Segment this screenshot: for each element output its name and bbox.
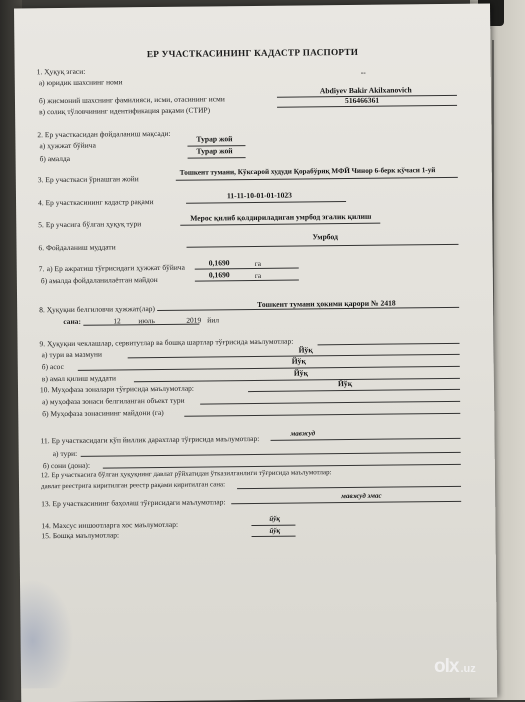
- watermark-tld: .uz: [460, 663, 476, 675]
- section-8-year: 2019: [186, 315, 202, 325]
- section-7b-line: [195, 280, 299, 282]
- section-7a-label: а) Ер ажратиш тўғрисидаги ҳужжат бўйича: [46, 262, 186, 274]
- section-14-value: йўқ: [269, 514, 280, 523]
- section-1a-label: а) юридик шахснинг номи: [38, 77, 123, 88]
- section-9c-label: в) амал қилиш муддати: [41, 373, 117, 384]
- section-10a-line: [200, 401, 460, 405]
- section-15-value: йўқ: [269, 526, 281, 535]
- section-5-value: Мерос қилиб қолдириладиган умрбод эгалик қилиш: [190, 211, 372, 223]
- section-8-value: Тошкент тумани ҳокими қарори № 2418: [257, 298, 396, 309]
- section-8-label: 8. Ҳуқуқни белгиловчи ҳужжат(лар): [39, 304, 156, 315]
- section-2-label: 2. Ер участкасидан фойдаланиш мақсади:: [37, 128, 171, 140]
- section-3-line: [176, 177, 458, 181]
- section-14-label: 14. Махсус иншоотларга хос маълумотлар:: [41, 519, 179, 531]
- section-11b-label: б) сони (дона):: [42, 460, 91, 471]
- section-1c-line: [277, 105, 457, 108]
- section-13-value: мавжуд эмас: [341, 491, 382, 501]
- section-8-line: [157, 307, 459, 311]
- section-1c-value: 516466361: [344, 95, 380, 106]
- section-6-label: 6. Фойдаланиш муддати: [38, 242, 116, 253]
- section-15-label: 15. Бошқа маълумотлар:: [41, 530, 120, 541]
- section-9b-label: б) асос: [41, 361, 64, 372]
- section-6-value: Умрбод: [312, 232, 338, 242]
- section-10-label: 10. Муҳофаза зоналари тўғрисида маълумотлар:: [39, 383, 195, 395]
- section-7-label: 7.: [38, 264, 45, 274]
- section-11a-label: а) тури:: [52, 448, 78, 459]
- section-8-date-label: сана:: [63, 316, 82, 326]
- watermark-brand: olx: [434, 656, 459, 677]
- section-9-label: 9. Ҳуқуқни чеклашлар, сервитутлар ва бошқа шартлар тўғрисида маълумотлар:: [39, 336, 294, 349]
- section-10-line: [248, 389, 460, 392]
- section-4-value: 11-11-10-01-01-1023: [226, 190, 292, 201]
- section-2a-value: Турар жой: [196, 134, 233, 144]
- section-3-label: 3. Ер участкаси ўрнашган жойи: [37, 174, 139, 185]
- section-12-label: 12. Ер участкасига бўлган ҳуқуқнинг давлат рўйхатидан ўтказилганлиги тўғрисида маълумотлар:: [40, 469, 332, 480]
- section-9a-value: Йўқ: [298, 345, 313, 355]
- section-13-label: 13. Ер участкасининг баҳолаш тўғрисидаги маълумотлар:: [41, 497, 226, 509]
- section-7a-unit: га: [254, 258, 262, 268]
- section-4-label: 4. Ер участкасининг кадастр рақами: [38, 197, 154, 208]
- section-11-value: мавжуд: [290, 429, 316, 438]
- ink-stain: [20, 568, 81, 689]
- section-12b-label: давлат реестрига киритилган реестр рақами киритилган сана:: [40, 481, 226, 491]
- section-11-label: 11. Ер участкасидаги кўп йиллик дарахтлар тўғрисида маълумотлар:: [40, 433, 260, 446]
- section-11b-line: [103, 464, 461, 469]
- section-9c-line: [134, 378, 460, 382]
- section-8-year-label: йил: [207, 315, 220, 325]
- section-7b-label: б) амалда фойдаланилаётган майдон: [40, 275, 158, 286]
- section-1b-value: Abdiyev Bakir Akilxanovich: [319, 85, 412, 96]
- section-11-line: [271, 438, 461, 441]
- section-10-value: Йўқ: [337, 378, 353, 389]
- section-11a-line: [81, 452, 461, 457]
- section-9a-label: а) тури ва мазмуни: [41, 349, 103, 360]
- section-1a-value: --: [360, 67, 366, 77]
- document-title: ЕР УЧАСТКАСИНИНГ КАДАСТР ПАСПОРТИ: [146, 47, 359, 61]
- section-10a-label: а) муҳофаза зонаси белгиланган объект тури: [42, 395, 185, 407]
- section-7a-value: 0,1690: [208, 258, 230, 268]
- section-2a-label: а) ҳужжат бўйича: [39, 140, 96, 151]
- section-9c-value: Йўқ: [293, 368, 308, 378]
- section-3-value: Тошкент тумани, Кўксарой худуди Қорабўриқ МФЙ Чинор 6-берк кўчаси 1-уй: [179, 166, 436, 177]
- olx-watermark: [434, 656, 476, 678]
- section-8-month: июль: [138, 316, 155, 326]
- section-5-label: 5. Ер учасига бўлган ҳуқуқ тури: [38, 219, 142, 230]
- section-9b-line: [78, 366, 460, 371]
- section-8-date-line: [83, 324, 199, 326]
- section-12-line: [237, 486, 461, 489]
- section-1b-label: б) жисмоний шахснинг фамилияси, исми, отасининг исми: [38, 94, 225, 106]
- section-13-line: [231, 501, 461, 504]
- section-8-day: 12: [113, 316, 121, 326]
- section-7b-unit: га: [254, 270, 262, 280]
- section-2b-value: Турар жой: [196, 146, 233, 156]
- section-15-line: [252, 536, 296, 537]
- section-2b-label: б) амалда: [39, 153, 71, 164]
- section-4-line: [186, 201, 346, 204]
- section-6-line: [187, 244, 459, 248]
- section-1c-label: в) солиқ тўловчининг идентификация рақами (СТИР): [39, 105, 211, 117]
- section-7a-line: [195, 268, 299, 270]
- section-1-label: 1. Ҳуқуқ эгаси:: [36, 66, 86, 77]
- section-10b-line: [184, 413, 460, 417]
- section-9b-value: Йўқ: [291, 356, 306, 366]
- section-5-line: [180, 223, 380, 226]
- section-7b-value: 0,1690: [208, 270, 230, 280]
- document-page: [14, 4, 497, 702]
- section-2b-line: [188, 157, 246, 159]
- section-10b-label: б) Муҳофаза зонасининг майдони (га): [42, 407, 164, 419]
- section-9-line: [318, 343, 460, 345]
